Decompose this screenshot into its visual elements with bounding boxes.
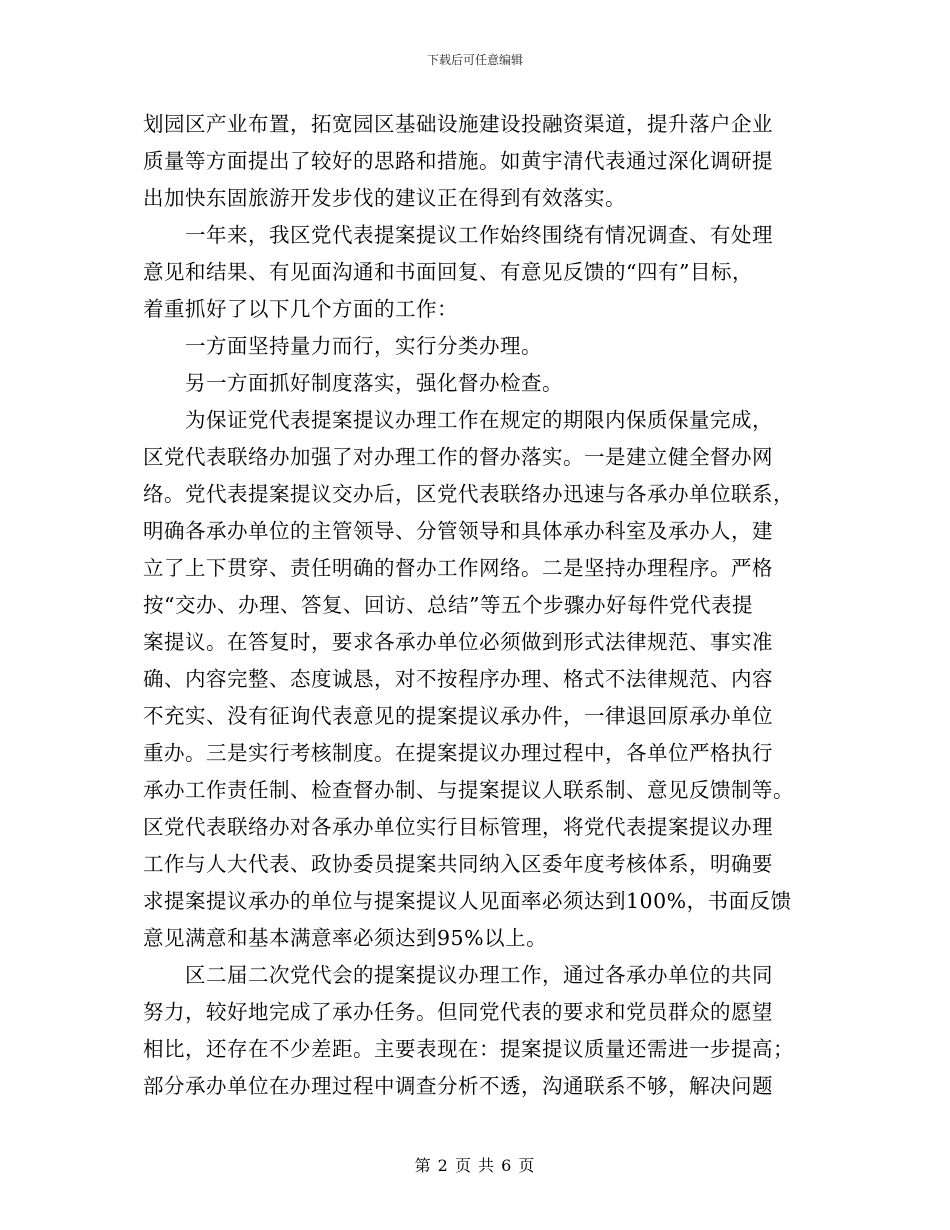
text-line: 另一方面抓好制度落实，强化督办检查。 xyxy=(185,371,563,395)
text-line: 出加快东固旅游开发步伐的建议正在得到有效落实。 xyxy=(143,186,626,210)
text-line: 明确各承办单位的主管领导、分管领导和具体承办科室及承办人，建 xyxy=(143,519,773,543)
text-line: 一方面坚持量力而行，实行分类办理。 xyxy=(185,334,542,358)
text-line: 求提案提议承办的单位与提案提议人见面率必须达到100%，书面反馈 xyxy=(143,889,792,913)
document-body xyxy=(143,106,803,1105)
text-line: 划园区产业布置，拓宽园区基础设施建设投融资渠道，提升落户企业 xyxy=(143,112,773,136)
text-line: 区党代表联络办对各承办单位实行目标管理，将党代表提案提议办理 xyxy=(143,815,773,839)
page-header: 下载后可任意编辑 xyxy=(426,53,523,67)
text-line: 部分承办单位在办理过程中调查分析不透，沟通联系不够，解决问题 xyxy=(143,1074,773,1098)
text-line: 按“交办、办理、答复、回访、总结”等五个步骤办好每件党代表提 xyxy=(143,593,753,617)
text-line: 一年来，我区党代表提案提议工作始终围绕有情况调查、有处理 xyxy=(185,223,773,247)
text-line: 着重抓好了以下几个方面的工作： xyxy=(143,297,458,321)
text-line: 工作与人大代表、政协委员提案共同纳入区委年度考核体系，明确要 xyxy=(143,852,773,876)
text-line: 区二届二次党代会的提案提议办理工作，通过各承办单位的共同 xyxy=(185,963,773,987)
text-line: 承办工作责任制、检查督办制、与提案提议人联系制、意见反馈制等。 xyxy=(143,778,794,802)
text-line: 确、内容完整、态度诚恳，对不按程序办理、格式不法律规范、内容 xyxy=(143,667,773,691)
text-line: 络。党代表提案提议交办后，区党代表联络办迅速与各承办单位联系， xyxy=(143,482,794,506)
page-footer: 第 2 页 共 6 页 xyxy=(414,1156,536,1175)
text-line: 不充实、没有征询代表意见的提案提议承办件，一律退回原承办单位 xyxy=(143,704,773,728)
text-line: 重办。三是实行考核制度。在提案提议办理过程中，各单位严格执行 xyxy=(143,741,773,765)
text-line: 努力，较好地完成了承办任务。但同党代表的要求和党员群众的愿望 xyxy=(143,1000,773,1024)
text-line: 区党代表联络办加强了对办理工作的督办落实。一是建立健全督办网 xyxy=(143,445,773,469)
text-line: 质量等方面提出了较好的思路和措施。如黄宇清代表通过深化调研提 xyxy=(143,149,773,173)
text-line: 案提议。在答复时，要求各承办单位必须做到形式法律规范、事实准 xyxy=(143,630,773,654)
text-line: 为保证党代表提案提议办理工作在规定的期限内保质保量完成， xyxy=(185,408,773,432)
text-line: 意见和结果、有见面沟通和书面回复、有意见反馈的“四有”目标， xyxy=(143,260,753,284)
text-line: 意见满意和基本满意率必须达到95%以上。 xyxy=(143,926,548,950)
text-line: 立了上下贯穿、责任明确的督办工作网络。二是坚持办理程序。严格 xyxy=(143,556,773,580)
text-line: 相比，还存在不少差距。主要表现在：提案提议质量还需进一步提高； xyxy=(143,1037,794,1061)
